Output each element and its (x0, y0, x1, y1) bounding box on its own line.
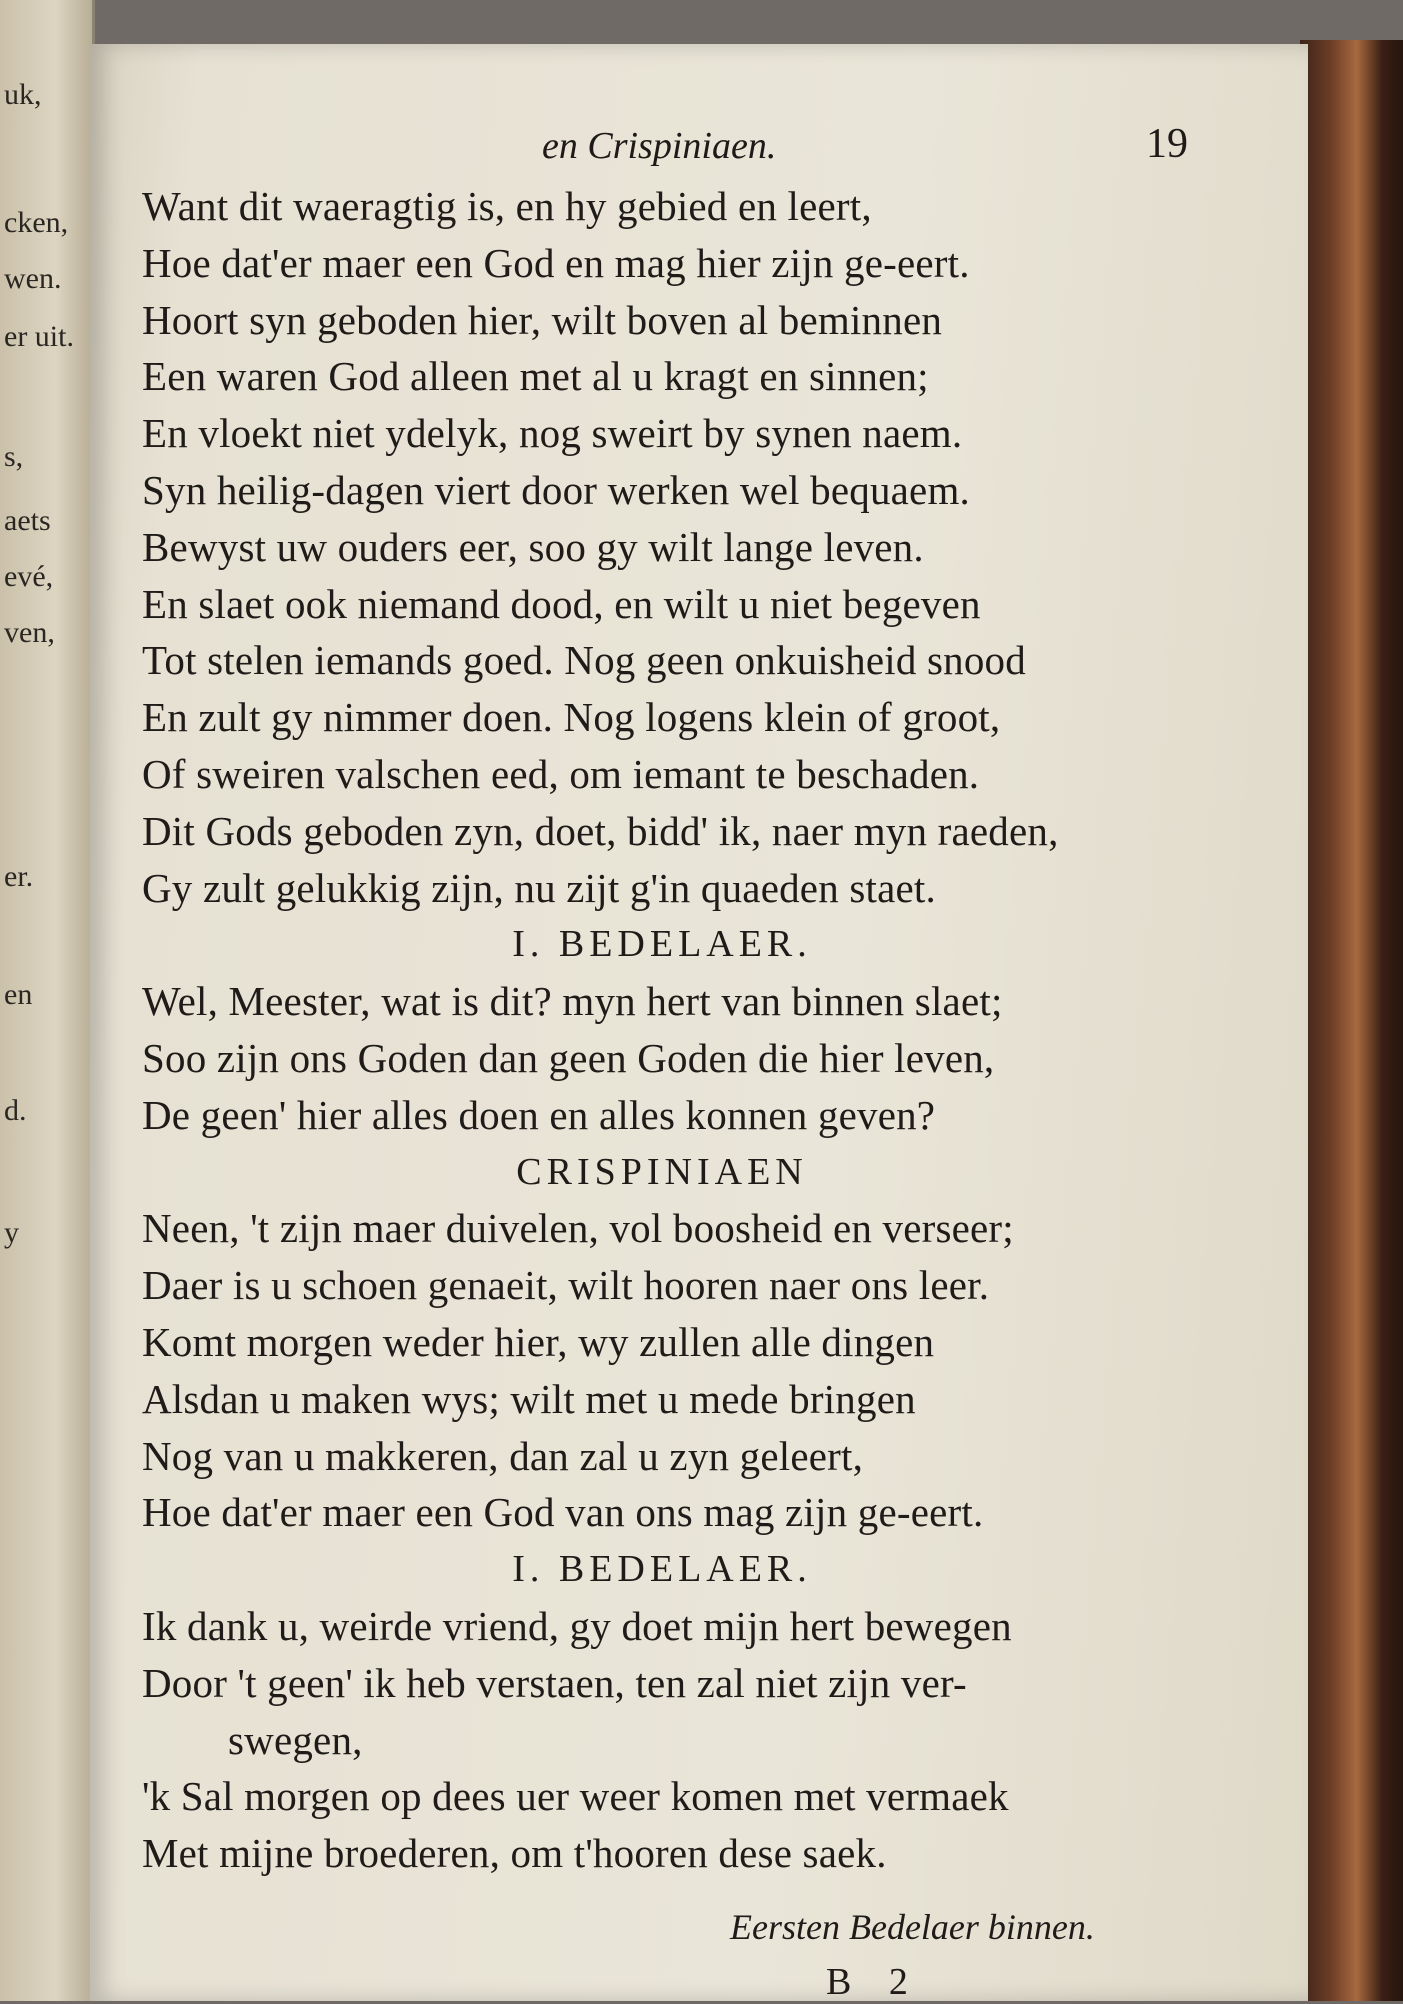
verse-line: Neen, 't zijn maer duivelen, vol boosheid en verseer; (142, 1205, 1014, 1252)
prev-page-fragment: er uit. (4, 320, 74, 353)
verse-line: Hoe dat'er maer een God van ons mag zijn ge-eert. (142, 1489, 984, 1536)
verse-line: Of sweiren valschen eed, om iemant te beschaden. (142, 750, 980, 797)
verse-line: En zult gy nimmer doen. Nog logens klein of groot, (142, 694, 1001, 741)
previous-page-edge (0, 0, 95, 2001)
verse-line: Wel, Meester, wat is dit? myn hert van binnen slaet; (142, 978, 1003, 1025)
book-cover-edge (1300, 40, 1403, 2001)
verse-line: Syn heilig-dagen viert door werken wel bequaem. (142, 466, 970, 513)
prev-page-fragment: evé, (4, 560, 54, 593)
prev-page-fragment: uk, (4, 78, 42, 111)
page-number: 19 (1146, 121, 1188, 167)
prev-page-fragment: cken, (4, 206, 69, 239)
prev-page-fragment: er. (4, 860, 34, 893)
verse-line: Bewyst uw ouders eer, soo gy wilt lange leven. (142, 523, 924, 570)
prev-page-fragment: en (4, 978, 33, 1011)
verse-line: Met mijne broederen, om t'hooren dese saek. (142, 1830, 887, 1877)
prev-page-fragment: d. (4, 1094, 27, 1127)
verse-line: Hoort syn geboden hier, wilt boven al beminnen (142, 296, 943, 343)
verse-line: Tot stelen iemands goed. Nog geen onkuisheid snood (142, 637, 1026, 684)
page-header (90, 121, 1308, 184)
stage-direction: Eersten Bedelaer binnen. (730, 1907, 1095, 1947)
speaker-heading: I. BEDELAER. (512, 1548, 812, 1591)
prev-page-fragment: ven, (4, 616, 55, 649)
verse-line: swegen, (228, 1716, 363, 1763)
verse-line: Nog van u makkeren, dan zal u zyn geleert, (142, 1432, 864, 1479)
book-page (90, 44, 1308, 2001)
verse-line: De geen' hier alles doen en alles konnen geven? (142, 1091, 936, 1138)
verse-line: Ik dank u, weirde vriend, gy doet mijn hert bewegen (142, 1602, 1012, 1649)
verse-line: Gy zult gelukkig zijn, nu zijt g'in quaeden staet. (142, 864, 936, 911)
verse-line: Komt morgen weder hier, wy zullen alle dingen (142, 1318, 935, 1365)
prev-page-fragment: aets (4, 504, 51, 537)
verse-line: Een waren God alleen met al u kragt en sinnen; (142, 353, 929, 400)
signature-mark: B 2 (826, 1961, 922, 2003)
verse-line: Soo zijn ons Goden dan geen Goden die hier leven, (142, 1034, 995, 1081)
verse-line: Alsdan u maken wys; wilt met u mede bringen (142, 1375, 916, 1422)
speaker-heading: CRISPINIAEN (516, 1150, 808, 1193)
verse-line: En vloekt niet ydelyk, nog sweirt by synen naem. (142, 410, 963, 457)
verse-line: Dit Gods geboden zyn, doet, bidd' ik, naer myn raeden, (142, 807, 1059, 854)
verse-text (142, 178, 1272, 1882)
prev-page-fragment: s, (4, 440, 24, 473)
verse-line: Daer is u schoen genaeit, wilt hooren naer ons leer. (142, 1262, 990, 1309)
verse-line: En slaet ook niemand dood, en wilt u niet begeven (142, 580, 981, 627)
prev-page-fragment: y (4, 1216, 19, 1249)
verse-line: Hoe dat'er maer een God en mag hier zijn ge-eert. (142, 239, 970, 286)
running-title: en Crispiniaen. (542, 125, 777, 167)
verse-line: Door 't geen' ik heb verstaen, ten zal niet zijn ver- (142, 1659, 967, 1706)
verse-line: Want dit waeragtig is, en hy gebied en leert, (142, 183, 872, 229)
verse-line: 'k Sal morgen op dees uer weer komen met vermaek (142, 1773, 1009, 1820)
speaker-heading: I. BEDELAER. (512, 923, 812, 966)
prev-page-fragment: wen. (4, 262, 62, 295)
